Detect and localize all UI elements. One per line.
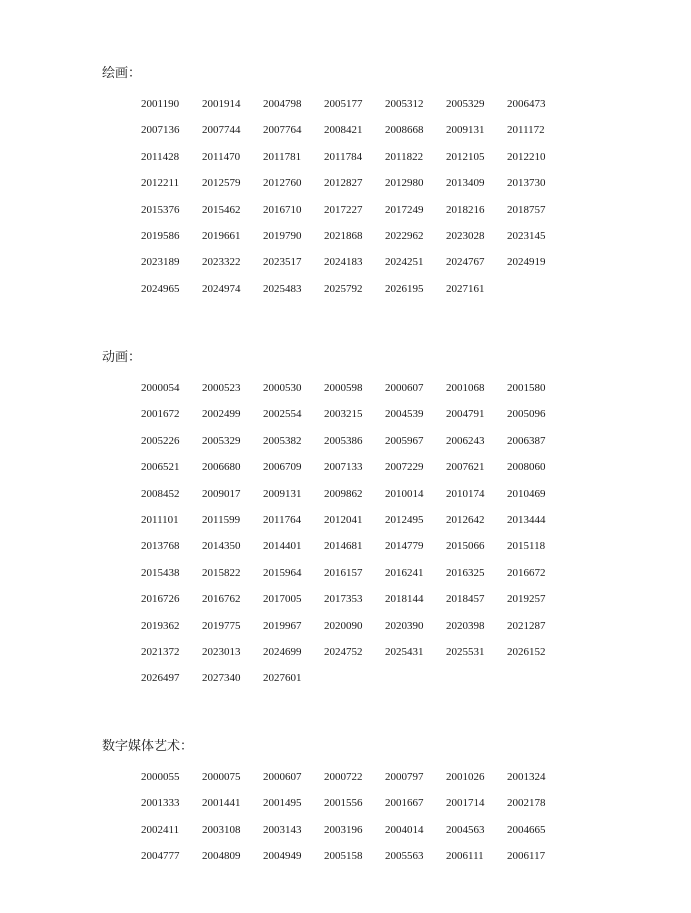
student-id: 2001914 xyxy=(202,98,241,110)
student-id: 2004798 xyxy=(263,98,302,110)
student-id: 2001333 xyxy=(141,797,180,810)
student-id: 2000607 xyxy=(263,771,302,783)
student-id: 2022962 xyxy=(385,229,424,242)
student-id: 2019790 xyxy=(263,229,302,242)
student-id: 2000797 xyxy=(385,771,424,783)
student-id: 2019257 xyxy=(507,593,546,606)
student-id: 2012041 xyxy=(324,513,363,526)
student-id: 2007136 xyxy=(141,124,180,137)
student-id: 2004791 xyxy=(446,408,485,421)
student-id: 2015822 xyxy=(202,566,241,579)
student-id: 2016157 xyxy=(324,566,363,579)
student-id: 2012760 xyxy=(263,177,302,190)
student-id: 2013409 xyxy=(446,177,485,190)
student-id: 2000722 xyxy=(324,771,363,783)
student-id: 2011781 xyxy=(263,150,302,163)
student-id: 2011599 xyxy=(202,513,241,526)
student-id: 2004539 xyxy=(385,408,424,421)
student-id: 2001667 xyxy=(385,797,424,810)
student-id: 2018457 xyxy=(446,593,485,606)
student-id: 2020398 xyxy=(446,619,485,632)
student-id: 2019362 xyxy=(141,619,180,632)
student-id: 2015438 xyxy=(141,566,180,579)
student-id: 2004014 xyxy=(385,823,424,836)
student-id: 2024974 xyxy=(202,282,241,295)
student-id: 2026195 xyxy=(385,282,424,295)
student-id: 2012105 xyxy=(446,150,485,163)
id-grid xyxy=(141,770,568,876)
student-id: 2001714 xyxy=(446,797,485,810)
student-id: 2004665 xyxy=(507,823,546,836)
student-id: 2018757 xyxy=(507,203,546,216)
student-id: 2012980 xyxy=(385,177,424,190)
student-id: 2000054 xyxy=(141,382,180,394)
student-id: 2005967 xyxy=(385,434,424,447)
section-title: 动画： xyxy=(102,349,142,364)
student-id: 2016672 xyxy=(507,566,546,579)
student-id: 2020390 xyxy=(385,619,424,632)
student-id: 2005329 xyxy=(446,98,485,110)
student-id: 2013768 xyxy=(141,540,180,553)
student-id: 2004563 xyxy=(446,823,485,836)
student-id: 2015376 xyxy=(141,203,180,216)
student-id: 2006709 xyxy=(263,461,302,474)
student-id: 2001580 xyxy=(507,382,546,394)
student-id: 2023028 xyxy=(446,229,485,242)
student-id: 2001441 xyxy=(202,797,241,810)
student-id: 2011764 xyxy=(263,513,302,526)
student-id: 2000598 xyxy=(324,382,363,394)
student-id: 2009017 xyxy=(202,487,241,500)
student-id: 2013730 xyxy=(507,177,546,190)
student-id: 2012827 xyxy=(324,177,363,190)
student-id: 2003196 xyxy=(324,823,363,836)
student-id: 2024767 xyxy=(446,256,485,269)
student-id: 2025531 xyxy=(446,645,485,658)
student-id: 2027340 xyxy=(202,672,241,685)
student-id: 2008421 xyxy=(324,124,363,137)
student-id: 2006387 xyxy=(507,434,546,447)
student-id: 2011822 xyxy=(385,150,424,163)
student-id: 2016762 xyxy=(202,593,241,606)
student-id: 2019967 xyxy=(263,619,302,632)
student-id: 2010014 xyxy=(385,487,424,500)
student-id: 2001495 xyxy=(263,797,302,810)
student-id: 2024183 xyxy=(324,256,363,269)
student-id: 2001324 xyxy=(507,771,546,783)
student-id: 2001672 xyxy=(141,408,180,421)
student-id: 2024251 xyxy=(385,256,424,269)
student-id: 2011470 xyxy=(202,150,241,163)
student-id: 2023013 xyxy=(202,645,241,658)
student-id: 2009862 xyxy=(324,487,363,500)
student-id: 2024699 xyxy=(263,645,302,658)
student-id: 2011428 xyxy=(141,150,180,163)
student-id: 2027161 xyxy=(446,282,485,295)
student-id: 2014681 xyxy=(324,540,363,553)
student-id: 2000530 xyxy=(263,382,302,394)
student-id: 2002178 xyxy=(507,797,546,810)
student-id: 2014350 xyxy=(202,540,241,553)
student-id: 2021868 xyxy=(324,229,363,242)
student-id: 2025483 xyxy=(263,282,302,295)
student-id: 2004949 xyxy=(263,850,302,863)
student-id: 2009131 xyxy=(446,124,485,137)
student-id: 2027601 xyxy=(263,672,302,685)
student-id: 2001556 xyxy=(324,797,363,810)
student-id: 2016710 xyxy=(263,203,302,216)
student-id: 2005096 xyxy=(507,408,546,421)
student-id: 2002499 xyxy=(202,408,241,421)
student-id: 2007744 xyxy=(202,124,241,137)
student-id: 2002554 xyxy=(263,408,302,421)
student-id: 2005386 xyxy=(324,434,363,447)
student-id: 2012210 xyxy=(507,150,546,163)
student-id: 2025792 xyxy=(324,282,363,295)
student-id: 2002411 xyxy=(141,823,180,836)
student-id: 2012211 xyxy=(141,177,180,190)
student-id: 2000523 xyxy=(202,382,241,394)
student-id: 2007229 xyxy=(385,461,424,474)
student-id: 2023189 xyxy=(141,256,180,269)
student-id: 2024752 xyxy=(324,645,363,658)
student-id: 2023517 xyxy=(263,256,302,269)
student-id: 2019661 xyxy=(202,229,241,242)
student-id: 2016241 xyxy=(385,566,424,579)
student-id: 2005177 xyxy=(324,98,363,110)
student-id: 2026497 xyxy=(141,672,180,685)
student-id: 2006111 xyxy=(446,850,484,863)
student-id: 2017353 xyxy=(324,593,363,606)
student-id: 2026152 xyxy=(507,645,546,658)
student-id: 2011101 xyxy=(141,513,179,526)
student-id: 2000607 xyxy=(385,382,424,394)
student-id: 2019586 xyxy=(141,229,180,242)
student-id: 2001026 xyxy=(446,771,485,783)
student-id: 2000055 xyxy=(141,771,180,783)
student-id: 2004809 xyxy=(202,850,241,863)
student-id: 2007621 xyxy=(446,461,485,474)
student-id: 2013444 xyxy=(507,513,546,526)
student-id: 2008060 xyxy=(507,461,546,474)
student-id: 2018216 xyxy=(446,203,485,216)
student-id: 2015066 xyxy=(446,540,485,553)
student-id: 2006243 xyxy=(446,434,485,447)
student-id: 2008452 xyxy=(141,487,180,500)
student-id: 2004777 xyxy=(141,850,180,863)
student-id: 2009131 xyxy=(263,487,302,500)
student-id: 2007764 xyxy=(263,124,302,137)
student-id: 2019775 xyxy=(202,619,241,632)
student-id: 2023322 xyxy=(202,256,241,269)
student-id: 2005382 xyxy=(263,434,302,447)
student-id: 2018144 xyxy=(385,593,424,606)
student-id: 2012642 xyxy=(446,513,485,526)
student-id: 2012579 xyxy=(202,177,241,190)
student-id: 2017227 xyxy=(324,203,363,216)
id-grid xyxy=(141,381,568,698)
student-id: 2005312 xyxy=(385,98,424,110)
student-id: 2012495 xyxy=(385,513,424,526)
section-title: 数字媒体艺术： xyxy=(102,738,194,753)
student-id: 2003215 xyxy=(324,408,363,421)
student-id: 2006117 xyxy=(507,850,546,863)
student-id: 2025431 xyxy=(385,645,424,658)
student-id: 2005158 xyxy=(324,850,363,863)
student-id: 2005329 xyxy=(202,434,241,447)
student-id: 2001068 xyxy=(446,382,485,394)
student-id: 2023145 xyxy=(507,229,546,242)
student-id: 2021372 xyxy=(141,645,180,658)
student-id: 2021287 xyxy=(507,619,546,632)
student-id: 2003108 xyxy=(202,823,241,836)
student-id: 2014779 xyxy=(385,540,424,553)
student-id: 2010469 xyxy=(507,487,546,500)
student-id: 2024965 xyxy=(141,282,180,295)
student-id: 2020090 xyxy=(324,619,363,632)
student-id: 2008668 xyxy=(385,124,424,137)
student-id: 2015964 xyxy=(263,566,302,579)
student-id: 2016325 xyxy=(446,566,485,579)
student-id: 2014401 xyxy=(263,540,302,553)
student-id: 2016726 xyxy=(141,593,180,606)
student-id: 2001190 xyxy=(141,98,180,110)
student-id: 2005226 xyxy=(141,434,180,447)
student-id: 2006521 xyxy=(141,461,180,474)
student-id: 2017249 xyxy=(385,203,424,216)
student-id: 2015462 xyxy=(202,203,241,216)
student-id: 2000075 xyxy=(202,771,241,783)
student-id: 2011172 xyxy=(507,124,545,137)
student-id: 2024919 xyxy=(507,256,546,269)
section-title: 绘画： xyxy=(102,65,142,80)
student-id: 2005563 xyxy=(385,850,424,863)
student-id: 2015118 xyxy=(507,540,546,553)
student-id: 2010174 xyxy=(446,487,485,500)
student-id: 2011784 xyxy=(324,150,363,163)
id-grid xyxy=(141,97,568,308)
student-id: 2006473 xyxy=(507,98,546,110)
student-id: 2007133 xyxy=(324,461,363,474)
student-id: 2003143 xyxy=(263,823,302,836)
student-id: 2006680 xyxy=(202,461,241,474)
student-id: 2017005 xyxy=(263,593,302,606)
